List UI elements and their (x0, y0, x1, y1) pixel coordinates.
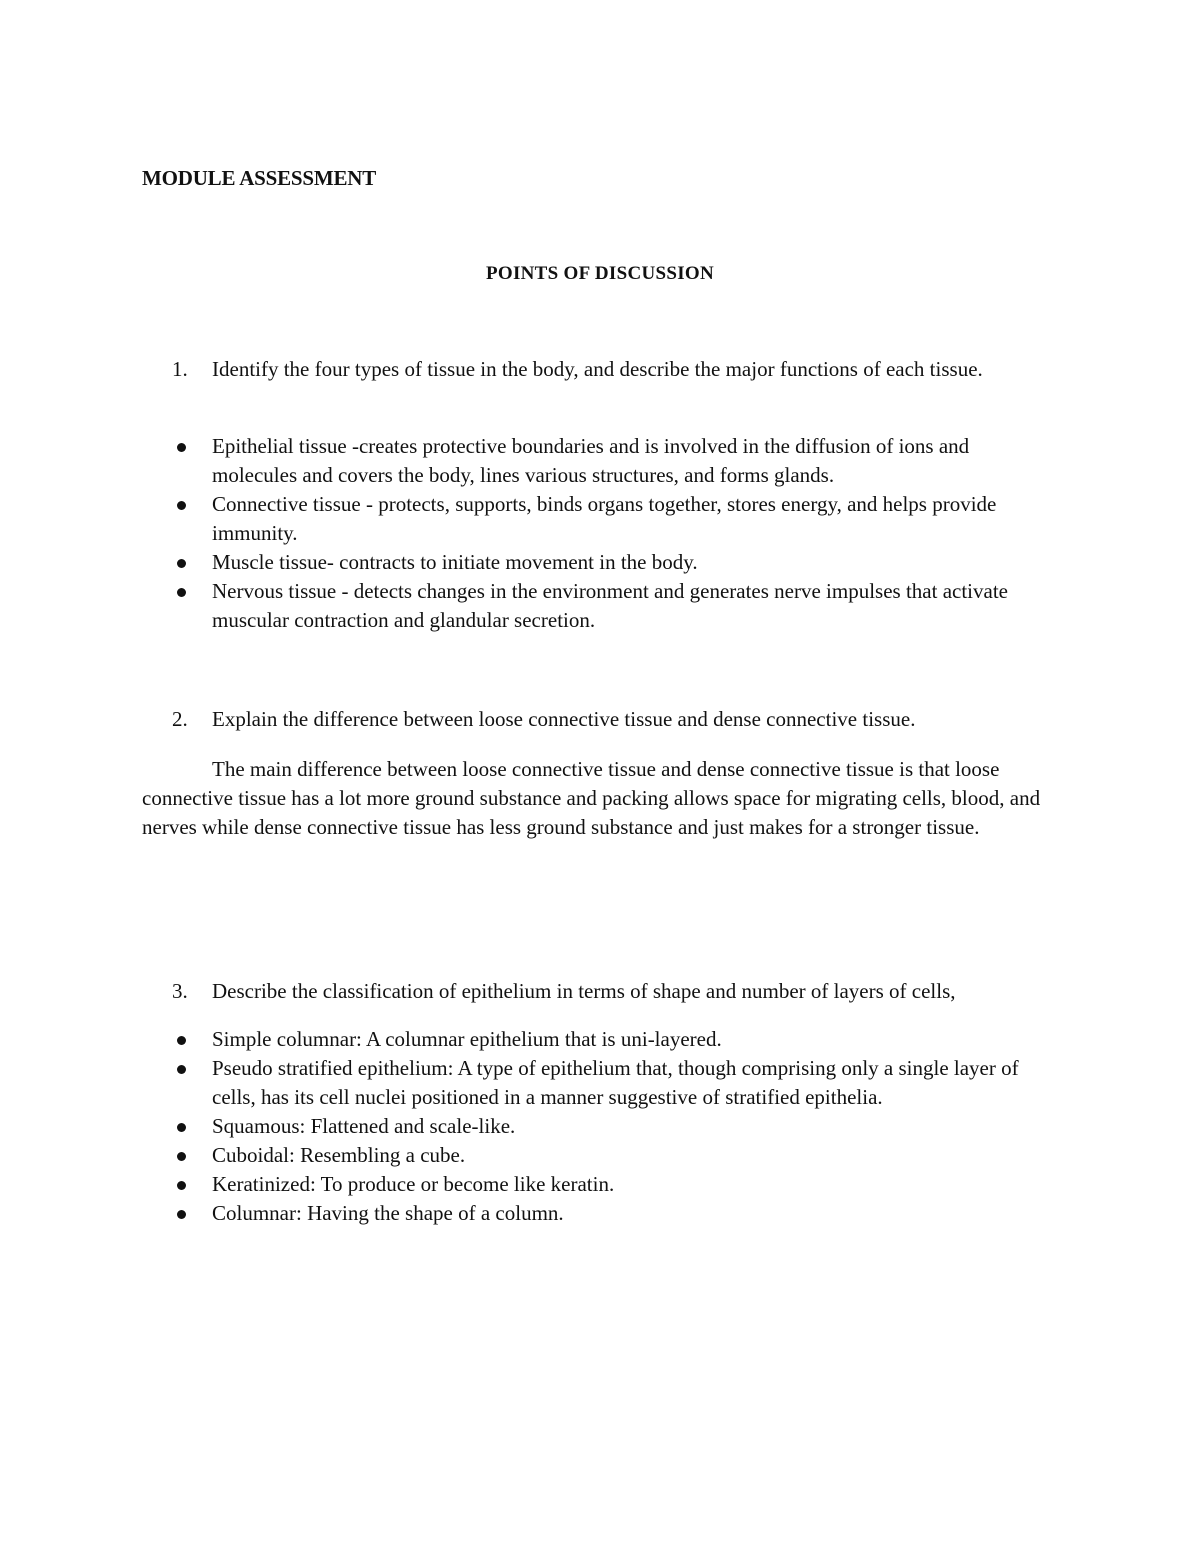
question-2-answer: The main difference between loose connective tissue and dense connective tissue is that loose connective tissue has a lot more ground substance and packing allows space for migrating cells, blood, and nerves while dense connective tissue has less ground substance and just makes for a stronger tissue. (142, 757, 1041, 839)
list-item: Muscle tissue- contracts to initiate movement in the body. (172, 548, 1042, 577)
question-2-text: Explain the difference between loose connective tissue and dense connective tissue. (212, 707, 916, 731)
question-1 (172, 355, 1042, 384)
bullet-icon (172, 1112, 212, 1141)
bullet-icon (172, 432, 212, 490)
question-3-answer-list (172, 1025, 1042, 1228)
question-1-number: 1. (172, 357, 188, 381)
list-item: Cuboidal: Resembling a cube. (172, 1141, 1042, 1170)
bullet-icon (172, 1141, 212, 1170)
list-item: Simple columnar: A columnar epithelium that is uni-layered. (172, 1025, 1042, 1054)
bullet-icon (172, 1170, 212, 1199)
list-item: Nervous tissue - detects changes in the environment and generates nerve impulses that activate muscular contraction and glandular secretion. (172, 577, 1042, 635)
list-item: Squamous: Flattened and scale-like. (172, 1112, 1042, 1141)
bullet-icon (172, 1199, 212, 1228)
list-item: Epithelial tissue -creates protective boundaries and is involved in the diffusion of ions and molecules and covers the body, lines various structures, and forms glands. (172, 432, 1042, 490)
bullet-icon (172, 1025, 212, 1054)
question-1-text: Identify the four types of tissue in the body, and describe the major functions of each tissue. (212, 357, 983, 381)
list-item: Columnar: Having the shape of a column. (172, 1199, 1042, 1228)
list-item: Connective tissue - protects, supports, binds organs together, stores energy, and helps provide immunity. (172, 490, 1042, 548)
bullet-icon (172, 490, 212, 548)
page-title: MODULE ASSESSMENT (142, 166, 377, 190)
section-subtitle: POINTS OF DISCUSSION (485, 263, 715, 284)
list-item: Pseudo stratified epithelium: A type of epithelium that, though comprising only a single layer of cells, has its cell nuclei positioned in a manner suggestive of stratified epithelia. (172, 1054, 1042, 1112)
question-1-answer-list (172, 432, 1042, 635)
bullet-icon (172, 548, 212, 577)
bullet-icon (172, 577, 212, 635)
question-2 (172, 705, 1042, 734)
question-3-text: Describe the classification of epithelium in terms of shape and number of layers of cells, (212, 979, 956, 1003)
list-item: Keratinized: To produce or become like keratin. (172, 1170, 1042, 1199)
bullet-icon (172, 1054, 212, 1112)
question-3-number: 3. (172, 979, 188, 1003)
question-3 (172, 977, 1042, 1006)
question-2-number: 2. (172, 707, 188, 731)
